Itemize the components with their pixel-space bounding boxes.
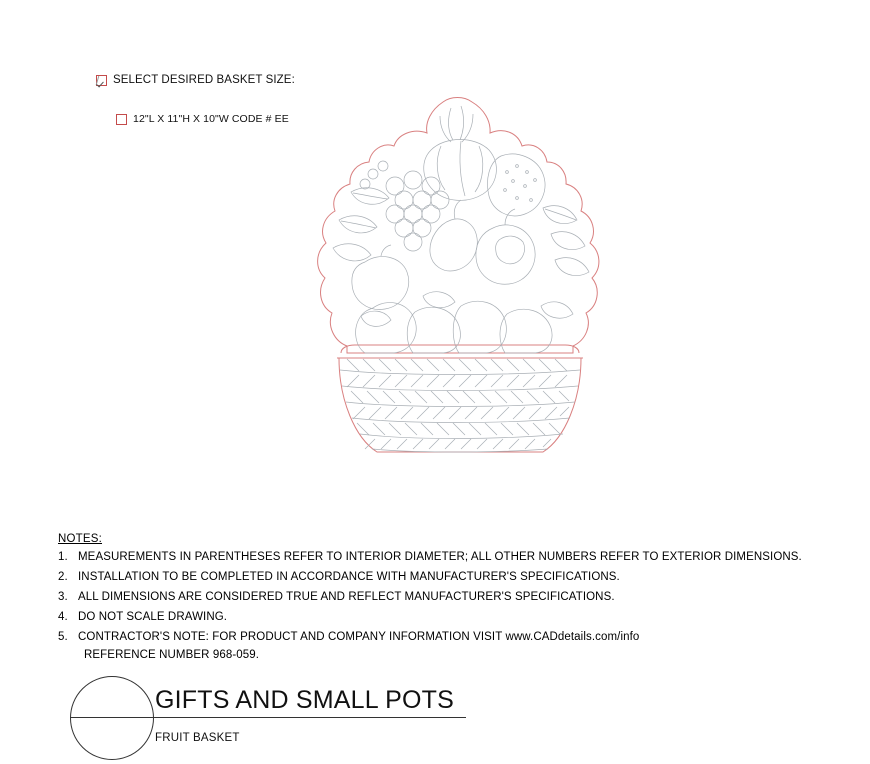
page-subtitle: FRUIT BASKET: [155, 732, 240, 744]
title-block-circle: [70, 676, 154, 760]
note-item: [58, 550, 858, 564]
note-number: 5.: [58, 630, 68, 643]
note-text: MEASUREMENTS IN PARENTHESES REFER TO INTERIOR DIAMETER; ALL OTHER NUMBERS REFER TO EXTERIOR DIMENSIONS.: [78, 551, 802, 563]
title-block: [70, 676, 570, 761]
note-text: INSTALLATION TO BE COMPLETED IN ACCORDANCE WITH MANUFACTURER'S SPECIFICATIONS.: [78, 570, 620, 583]
notes-title: NOTES:: [58, 533, 103, 545]
note-text: CONTRACTOR'S NOTE: FOR PRODUCT AND COMPANY INFORMATION VISIT www.CADdetails.com/info: [78, 630, 640, 643]
note-number: 1.: [58, 551, 68, 563]
notes-block: [58, 533, 858, 668]
select-basket-size-checkbox[interactable]: [96, 75, 107, 86]
title-block-rule: [70, 717, 466, 718]
note-number: 3.: [58, 590, 68, 603]
note-text-wrapper: [78, 630, 858, 663]
note-item: [58, 570, 858, 584]
fruit-basket-drawing: [255, 80, 655, 455]
note-item: [58, 630, 858, 663]
page-title: GIFTS AND SMALL POTS: [155, 686, 454, 714]
basket-size-option-checkbox[interactable]: [116, 114, 127, 125]
note-number: 4.: [58, 610, 68, 623]
note-item: [58, 590, 858, 604]
basket-size-option-label: 12"L X 11"H X 10"W CODE # EE: [133, 113, 289, 125]
note-reference-number: REFERENCE NUMBER 968-059.: [84, 648, 260, 661]
note-number: 2.: [58, 570, 68, 583]
note-text: ALL DIMENSIONS ARE CONSIDERED TRUE AND REFLECT MANUFACTURER'S SPECIFICATIONS.: [78, 590, 615, 603]
select-basket-size-label: SELECT DESIRED BASKET SIZE:: [113, 74, 295, 86]
note-item: [58, 610, 858, 624]
note-text: DO NOT SCALE DRAWING.: [78, 610, 228, 623]
